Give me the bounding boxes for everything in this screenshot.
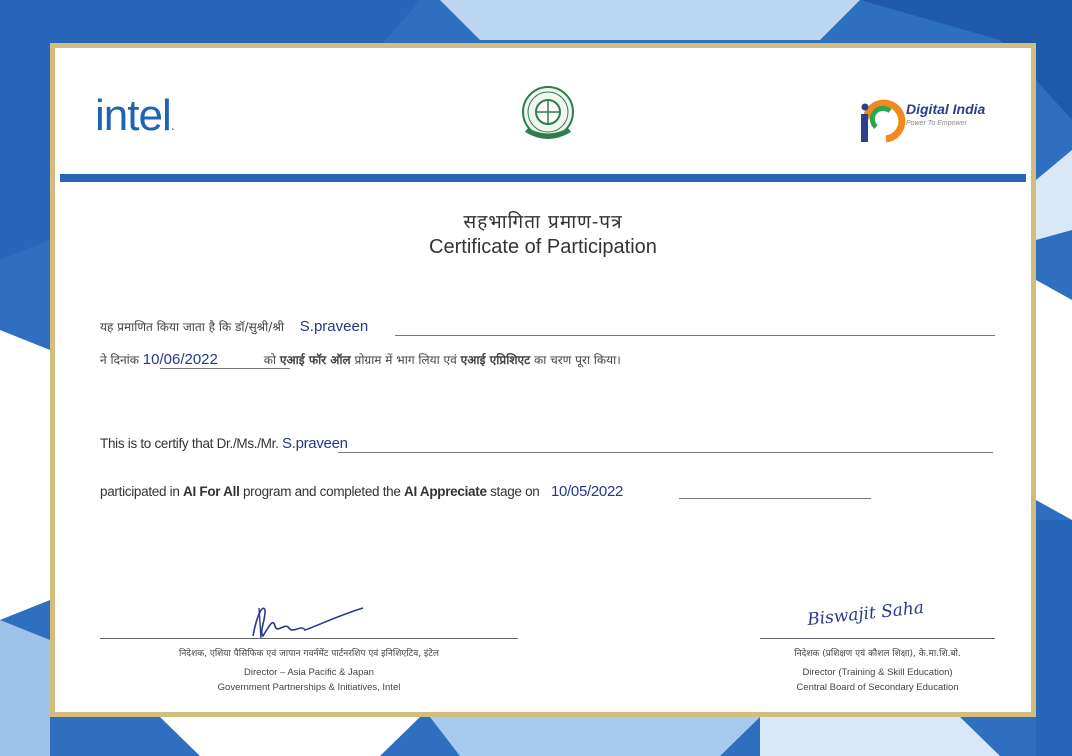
english-line-2-c: program and completed the [242, 484, 401, 499]
english-line-2-e: stage on [490, 484, 540, 499]
hindi-name-underline [395, 335, 995, 336]
title-english: Certificate of Participation [429, 236, 657, 258]
right-signatory-block [750, 665, 1005, 695]
hindi-line-2-prefix: ने दिनांक [100, 353, 139, 367]
title-hindi: सहभागिता प्रमाण-पत्र [463, 211, 623, 233]
hindi-line-2-a: को [263, 353, 277, 367]
left-signature [245, 596, 375, 642]
hindi-line-2-e: का चरण पूरा किया। [534, 353, 621, 367]
right-signatory-title: Director (Training & Skill Education) [802, 667, 953, 678]
digital-india-tagline: Power To Empower [906, 120, 967, 127]
english-line-2 [100, 483, 623, 500]
left-signature-line [100, 638, 518, 639]
hindi-date-value: 10/06/2022 [142, 351, 218, 368]
hindi-line-2-c: प्रोग्राम में भाग लिया एवं [354, 353, 457, 367]
hindi-line-1 [100, 318, 368, 335]
english-name-underline [338, 452, 993, 453]
right-signature: Biswajit Saha [806, 597, 925, 631]
header-band [60, 174, 1026, 182]
english-date-value: 10/05/2022 [550, 483, 624, 500]
left-signatory-title: Director – Asia Pacific & Japan [244, 667, 374, 678]
certificate-header [60, 53, 1026, 175]
english-date-underline [679, 498, 871, 499]
certificate [50, 43, 1036, 717]
hindi-name-value: S.praveen [299, 318, 369, 335]
left-signatory-block [100, 665, 518, 695]
cbse-seal-icon [519, 84, 577, 146]
digital-india-logo [856, 87, 1006, 149]
english-line-2-b: AI For All [183, 484, 240, 499]
digital-india-title: Digital India [906, 101, 986, 117]
digital-india-icon [856, 87, 908, 149]
left-signatory-org: Government Partnerships & Initiatives, Intel [217, 682, 401, 693]
intel-logo: intel. [95, 91, 174, 140]
english-line-2-a: participated in [100, 484, 180, 499]
english-line-1 [100, 435, 348, 452]
hindi-line-1-prefix: यह प्रमाणित किया जाता है कि डॉ/सुश्री/श्री [100, 320, 284, 334]
hindi-line-2-d: एआई एप्रिशिएट [460, 353, 531, 367]
english-line-2-d: AI Appreciate [404, 484, 487, 499]
hindi-line-2 [100, 351, 621, 368]
right-signature-line [760, 638, 995, 639]
english-line-1-prefix: This is to certify that Dr./Ms./Mr. [100, 436, 279, 451]
english-name-value: S.praveen [282, 435, 348, 452]
right-signatory-hindi: निदेशक (प्रशिक्षण एवं कौशल शिक्षा), के.मा.शि.बो. [794, 649, 961, 659]
hindi-line-2-b: एआई फॉर ऑल [279, 353, 351, 367]
left-signatory-hindi: निदेशक, एशिया पैसिफिक एवं जापान गवर्नमेंट पार्टनरशिप एवं इनिशिएटिव, इंटेल [178, 649, 439, 659]
hindi-date-underline [160, 368, 290, 369]
right-signatory-org: Central Board of Secondary Education [796, 682, 959, 693]
